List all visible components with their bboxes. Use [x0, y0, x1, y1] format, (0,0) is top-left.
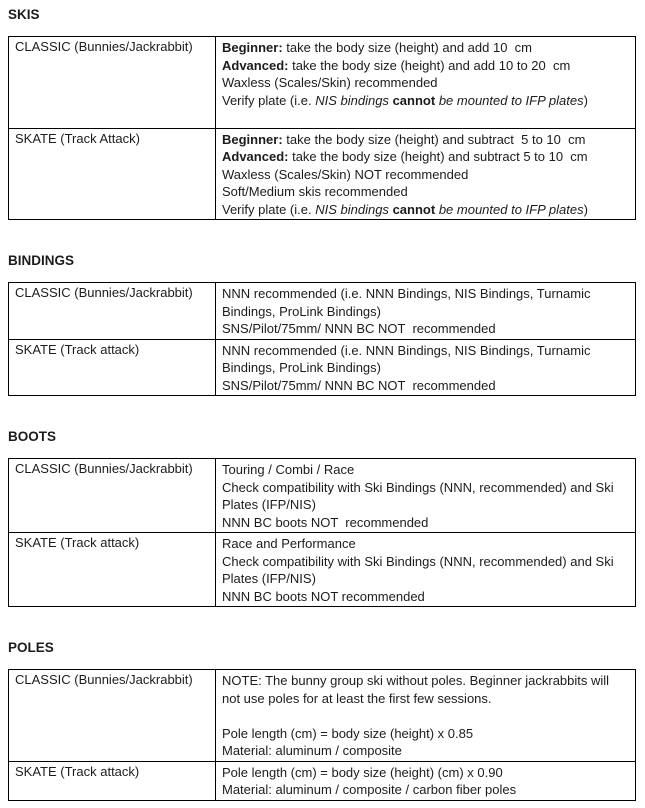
- text-segment: Beginner:: [222, 40, 283, 55]
- text-segment: Plates (IFP/NIS): [222, 571, 316, 586]
- detail-line: [222, 183, 629, 201]
- text-segment: Advanced:: [222, 149, 289, 164]
- detail-line: [222, 92, 629, 110]
- detail-line: [222, 514, 629, 532]
- table-row: [9, 459, 636, 533]
- table-row: [9, 670, 636, 762]
- equipment-table: [8, 36, 636, 220]
- text-segment: Material: aluminum / composite: [222, 743, 402, 758]
- equipment-table: [8, 282, 636, 396]
- text-segment: Bindings, ProLink Bindings): [222, 303, 381, 319]
- detail-line: [222, 781, 629, 799]
- detail-line: [222, 707, 629, 725]
- details-cell: [216, 283, 636, 340]
- detail-line: [222, 131, 629, 149]
- text-segment: Soft/Medium skis recommended: [222, 184, 408, 199]
- detail-line: [222, 201, 629, 219]
- text-segment: NIS bindings: [315, 201, 389, 217]
- detail-line: [222, 725, 629, 743]
- text-segment: NIS bindings: [315, 92, 389, 108]
- detail-line: [222, 320, 629, 338]
- text-segment: NNN recommended (i.e. NNN Bindings, NIS Bindings, Turnamic: [222, 342, 591, 358]
- section-heading: BOOTS: [8, 429, 57, 444]
- detail-line: [222, 166, 629, 184]
- text-segment: NOTE: The bunny group ski without poles. Beginner jackrabbits will: [222, 673, 610, 688]
- category-cell: SKATE (Track attack): [9, 761, 216, 800]
- details-cell: [216, 670, 636, 762]
- text-segment: Waxless (Scales/Skin) recommended: [222, 75, 438, 90]
- category-cell: SKATE (Track Attack): [9, 128, 216, 220]
- table-row: [9, 533, 636, 607]
- detail-line: [222, 570, 629, 588]
- text-segment: take the body size (height) and add 10 cm: [282, 40, 532, 55]
- text-segment: cannot: [392, 201, 436, 217]
- detail-line: [222, 496, 629, 514]
- table-row: [9, 128, 636, 220]
- details-cell: [216, 761, 636, 800]
- text-segment: Material: aluminum / composite / carbon fiber poles: [222, 782, 517, 797]
- equipment-table: [8, 669, 636, 801]
- detail-line: [222, 359, 629, 377]
- equipment-table: [8, 458, 636, 607]
- text-segment: cannot: [392, 92, 436, 108]
- category-cell: SKATE (Track attack): [9, 339, 216, 396]
- equipment-section: [8, 429, 637, 607]
- detail-line: [222, 57, 629, 75]
- detail-line: [222, 342, 629, 360]
- details-cell: [216, 533, 636, 607]
- equipment-table-body: [9, 283, 636, 396]
- text-segment: not use poles for at least the first few sessions.: [222, 690, 492, 706]
- detail-line: [222, 588, 629, 606]
- category-cell: CLASSIC (Bunnies/Jackrabbit): [9, 283, 216, 340]
- detail-line: [222, 672, 629, 690]
- text-segment: NNN BC boots NOT recommended: [222, 588, 425, 604]
- detail-line: [222, 461, 629, 479]
- details-cell: [216, 128, 636, 220]
- table-row: [9, 37, 636, 129]
- detail-line: [222, 479, 629, 497]
- detail-line: [222, 39, 629, 57]
- text-segment: Touring / Combi / Race: [222, 462, 355, 477]
- text-segment: Pole length (cm) = body size (height) x 0.85: [222, 725, 474, 741]
- section-heading: SKIS: [8, 7, 40, 22]
- table-row: [9, 339, 636, 396]
- detail-line: [222, 377, 629, 395]
- text-segment: Verify plate (i.e.: [222, 201, 316, 217]
- text-segment: Beginner:: [222, 131, 283, 147]
- text-segment: ): [583, 201, 588, 217]
- text-segment: be mounted to IFP plates: [438, 92, 584, 108]
- category-cell: CLASSIC (Bunnies/Jackrabbit): [9, 459, 216, 533]
- text-segment: Waxless (Scales/Skin) NOT recommended: [222, 166, 469, 182]
- detail-line: [222, 742, 629, 760]
- text-segment: take the body size (height) and subtract 5 to 10 cm: [288, 149, 588, 164]
- text-segment: NNN BC boots NOT recommended: [222, 514, 429, 530]
- equipment-section: [8, 640, 637, 801]
- text-segment: SNS/Pilot/75mm/ NNN BC NOT recommended: [222, 377, 496, 393]
- category-cell: SKATE (Track attack): [9, 533, 216, 607]
- equipment-table-body: [9, 670, 636, 801]
- detail-line: [222, 764, 629, 782]
- text-segment: Verify plate (i.e.: [222, 92, 316, 108]
- table-row: [9, 283, 636, 340]
- section-heading: BINDINGS: [8, 253, 75, 268]
- text-segment: NNN recommended (i.e. NNN Bindings, NIS Bindings, Turnamic: [222, 286, 591, 301]
- details-cell: [216, 37, 636, 129]
- detail-line: [222, 690, 629, 708]
- details-cell: [216, 459, 636, 533]
- table-row: [9, 761, 636, 800]
- text-segment: Race and Performance: [222, 536, 356, 551]
- text-segment: Advanced:: [222, 57, 289, 73]
- detail-line: [222, 148, 629, 166]
- equipment-section: [8, 253, 637, 396]
- detail-line: [222, 535, 629, 553]
- detail-line: [222, 285, 629, 303]
- detail-line: [222, 553, 629, 571]
- text-segment: take the body size (height) and add 10 to 20 cm: [288, 57, 571, 73]
- detail-line: [222, 109, 629, 127]
- equipment-table-body: [9, 37, 636, 220]
- text-segment: be mounted to IFP plates: [438, 201, 584, 217]
- text-segment: Check compatibility with Ski Bindings (NNN, recommended) and Ski: [222, 479, 614, 495]
- category-cell: CLASSIC (Bunnies/Jackrabbit): [9, 670, 216, 762]
- section-heading: POLES: [8, 640, 54, 655]
- text-segment: ): [583, 92, 588, 108]
- detail-line: [222, 74, 629, 92]
- detail-line: [222, 303, 629, 321]
- text-segment: SNS/Pilot/75mm/ NNN BC NOT recommended: [222, 321, 496, 336]
- text-segment: Pole length (cm) = body size (height) (cm) x 0.90: [222, 764, 503, 780]
- category-cell: CLASSIC (Bunnies/Jackrabbit): [9, 37, 216, 129]
- equipment-section: [8, 7, 637, 220]
- text-segment: Plates (IFP/NIS): [222, 497, 316, 512]
- details-cell: [216, 339, 636, 396]
- text-segment: take the body size (height) and subtract 5 to 10 cm: [282, 131, 586, 147]
- text-segment: Bindings, ProLink Bindings): [222, 360, 381, 375]
- text-segment: Check compatibility with Ski Bindings (NNN, recommended) and Ski: [222, 553, 614, 569]
- equipment-table-body: [9, 459, 636, 607]
